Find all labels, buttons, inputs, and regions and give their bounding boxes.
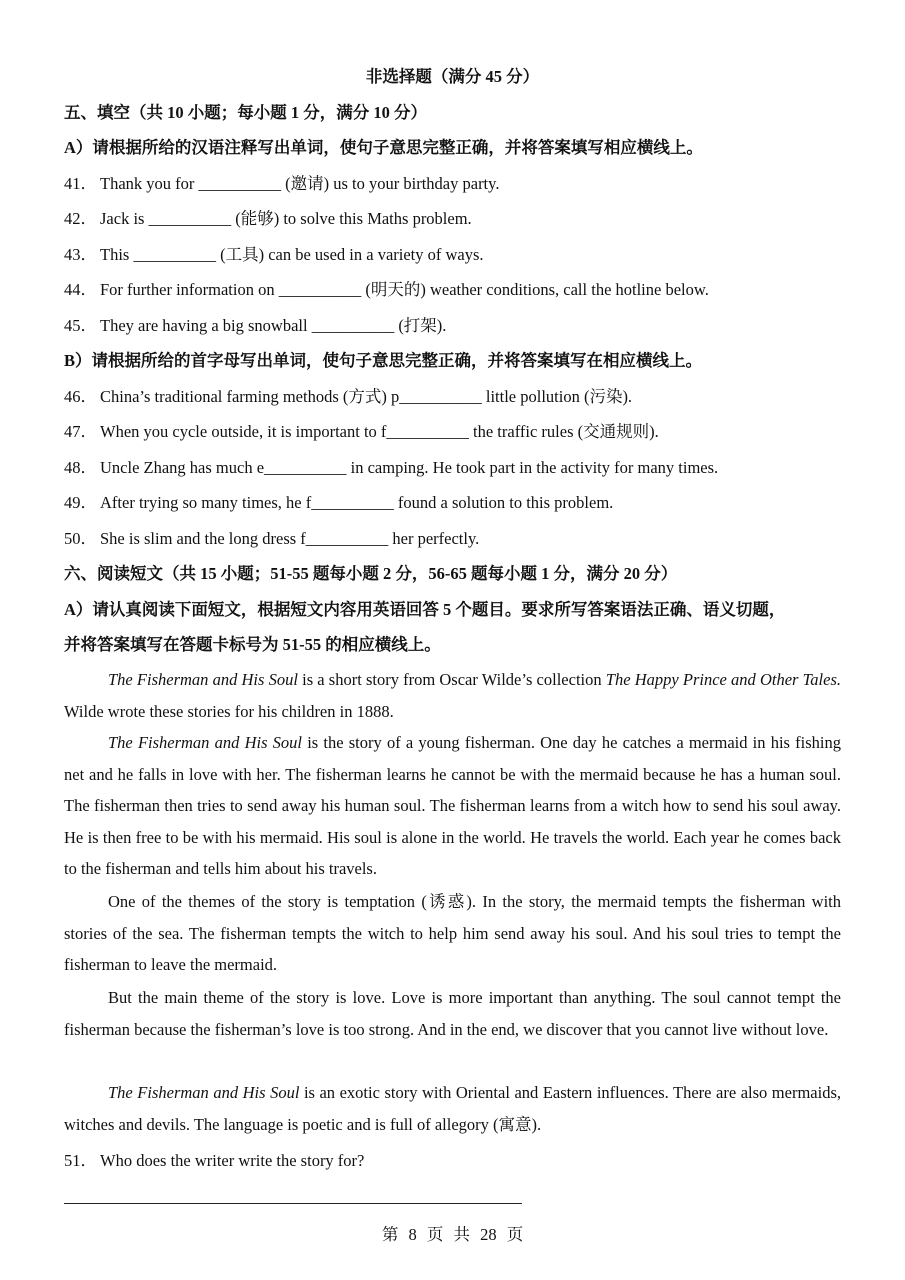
question-number: 50． xyxy=(64,529,97,548)
question-text: Thank you for __________ (邀请) us to your birthday party. xyxy=(100,174,500,193)
question-44 xyxy=(64,279,843,301)
question-41 xyxy=(64,173,843,195)
question-number: 45． xyxy=(64,316,97,335)
question-text: Uncle Zhang has much e__________ in camping. He took part in the activity for many times. xyxy=(100,458,719,477)
question-number: 51． xyxy=(64,1151,97,1170)
question-46 xyxy=(64,386,843,408)
passage-paragraph-5 xyxy=(64,1077,841,1140)
paragraph-text: is the story of a young fisherman. One day he catches a mermaid in his fishing net and he falls in love with her. The fisherman learns he cannot be with the mermaid because he has a human soul. The fisherman then tries to send away his human soul. The fisherman learns from a witch how to send his soul away. He is then free to be with his mermaid. His soul is alone in the world. He travels the world. Each year he comes back to the fisherman and tells him about his travels. xyxy=(64,733,841,878)
passage-paragraph-1 xyxy=(64,664,841,727)
collection-title: The Happy Prince and Other Tales. xyxy=(605,670,841,689)
story-title: The Fisherman and His Soul xyxy=(108,670,298,689)
question-text: After trying so many times, he f__________ found a solution to this problem. xyxy=(100,493,614,512)
section6-title: 六、阅读短文（共 15 小题；51-55 题每小题 2 分，56-65 题每小题 1 分，满分 20 分） xyxy=(64,564,678,583)
paragraph-text: is a short story from Oscar Wilde’s collection xyxy=(297,670,606,689)
question-text: For further information on __________ (明天的) weather conditions, call the hotline below. xyxy=(100,280,709,299)
question-text: Jack is __________ (能够) to solve this Maths problem. xyxy=(100,209,472,228)
question-text: Who does the writer write the story for? xyxy=(100,1151,365,1170)
question-50 xyxy=(64,528,843,550)
question-number: 46． xyxy=(64,387,97,406)
question-number: 43． xyxy=(64,245,97,264)
section5-partB-instruction: B）请根据所给的首字母写出单词，使句子意思完整正确，并将答案填写在相应横线上。 xyxy=(64,351,703,370)
passage-paragraph-2 xyxy=(64,727,841,885)
paragraph-text: is an exotic story with Oriental and Eastern influences. There are also mermaids, witches and devils. The language is poetic and is full of allegory (寓意). xyxy=(64,1083,841,1134)
page-footer: 第 8 页 共 28 页 xyxy=(381,1225,524,1244)
section6-instruction-line2: 并将答案填写在答题卡标号为 51-55 的相应横线上。 xyxy=(64,635,441,654)
section-header: 非选择题（满分 45 分） xyxy=(365,67,540,86)
section5-partA-instruction: A）请根据所给的汉语注释写出单词，使句子意思完整正确，并将答案填写相应横线上。 xyxy=(64,138,703,157)
question-43 xyxy=(64,244,843,266)
section5-title: 五、填空（共 10 小题；每小题 1 分，满分 10 分） xyxy=(64,103,427,122)
story-title: The Fisherman and His Soul xyxy=(108,1083,300,1102)
question-number: 47． xyxy=(64,422,97,441)
question-48 xyxy=(64,457,843,479)
question-number: 41． xyxy=(64,174,97,193)
story-title: The Fisherman and His Soul xyxy=(108,733,303,752)
paragraph-text: Wilde wrote these stories for his children in 1888. xyxy=(64,701,394,721)
question-51 xyxy=(64,1150,843,1172)
question-47 xyxy=(64,421,843,443)
question-45 xyxy=(64,315,843,337)
question-number: 49． xyxy=(64,493,97,512)
answer-line-51 xyxy=(64,1203,522,1204)
section6-instruction-line1: A）请认真阅读下面短文，根据短文内容用英语回答 5 个题目。要求所写答案语法正确、语义切题， xyxy=(64,600,786,619)
passage-paragraph-4: But the main theme of the story is love. Love is more important than anything. The soul cannot tempt the fisherman because the fisherman’s love is too strong. And in the end, we discover that you cannot live without love. xyxy=(64,988,841,1039)
question-49 xyxy=(64,492,843,514)
question-text: China’s traditional farming methods (方式) p__________ little pollution (污染). xyxy=(100,387,633,406)
question-number: 44． xyxy=(64,280,97,299)
question-text: This __________ (工具) can be used in a variety of ways. xyxy=(100,245,484,264)
question-number: 42． xyxy=(64,209,97,228)
question-text: When you cycle outside, it is important to f__________ the traffic rules (交通规则). xyxy=(100,422,659,441)
passage-paragraph-3: One of the themes of the story is temptation (诱惑). In the story, the mermaid tempts the fisherman with stories of the sea. The fisherman tempts the witch to help him send away his soul. And his soul tries to tempt the fisherman to leave the mermaid. xyxy=(64,892,841,974)
question-text: They are having a big snowball __________ (打架). xyxy=(100,316,447,335)
question-42 xyxy=(64,208,843,230)
question-text: She is slim and the long dress f__________ her perfectly. xyxy=(100,529,480,548)
question-number: 48． xyxy=(64,458,97,477)
